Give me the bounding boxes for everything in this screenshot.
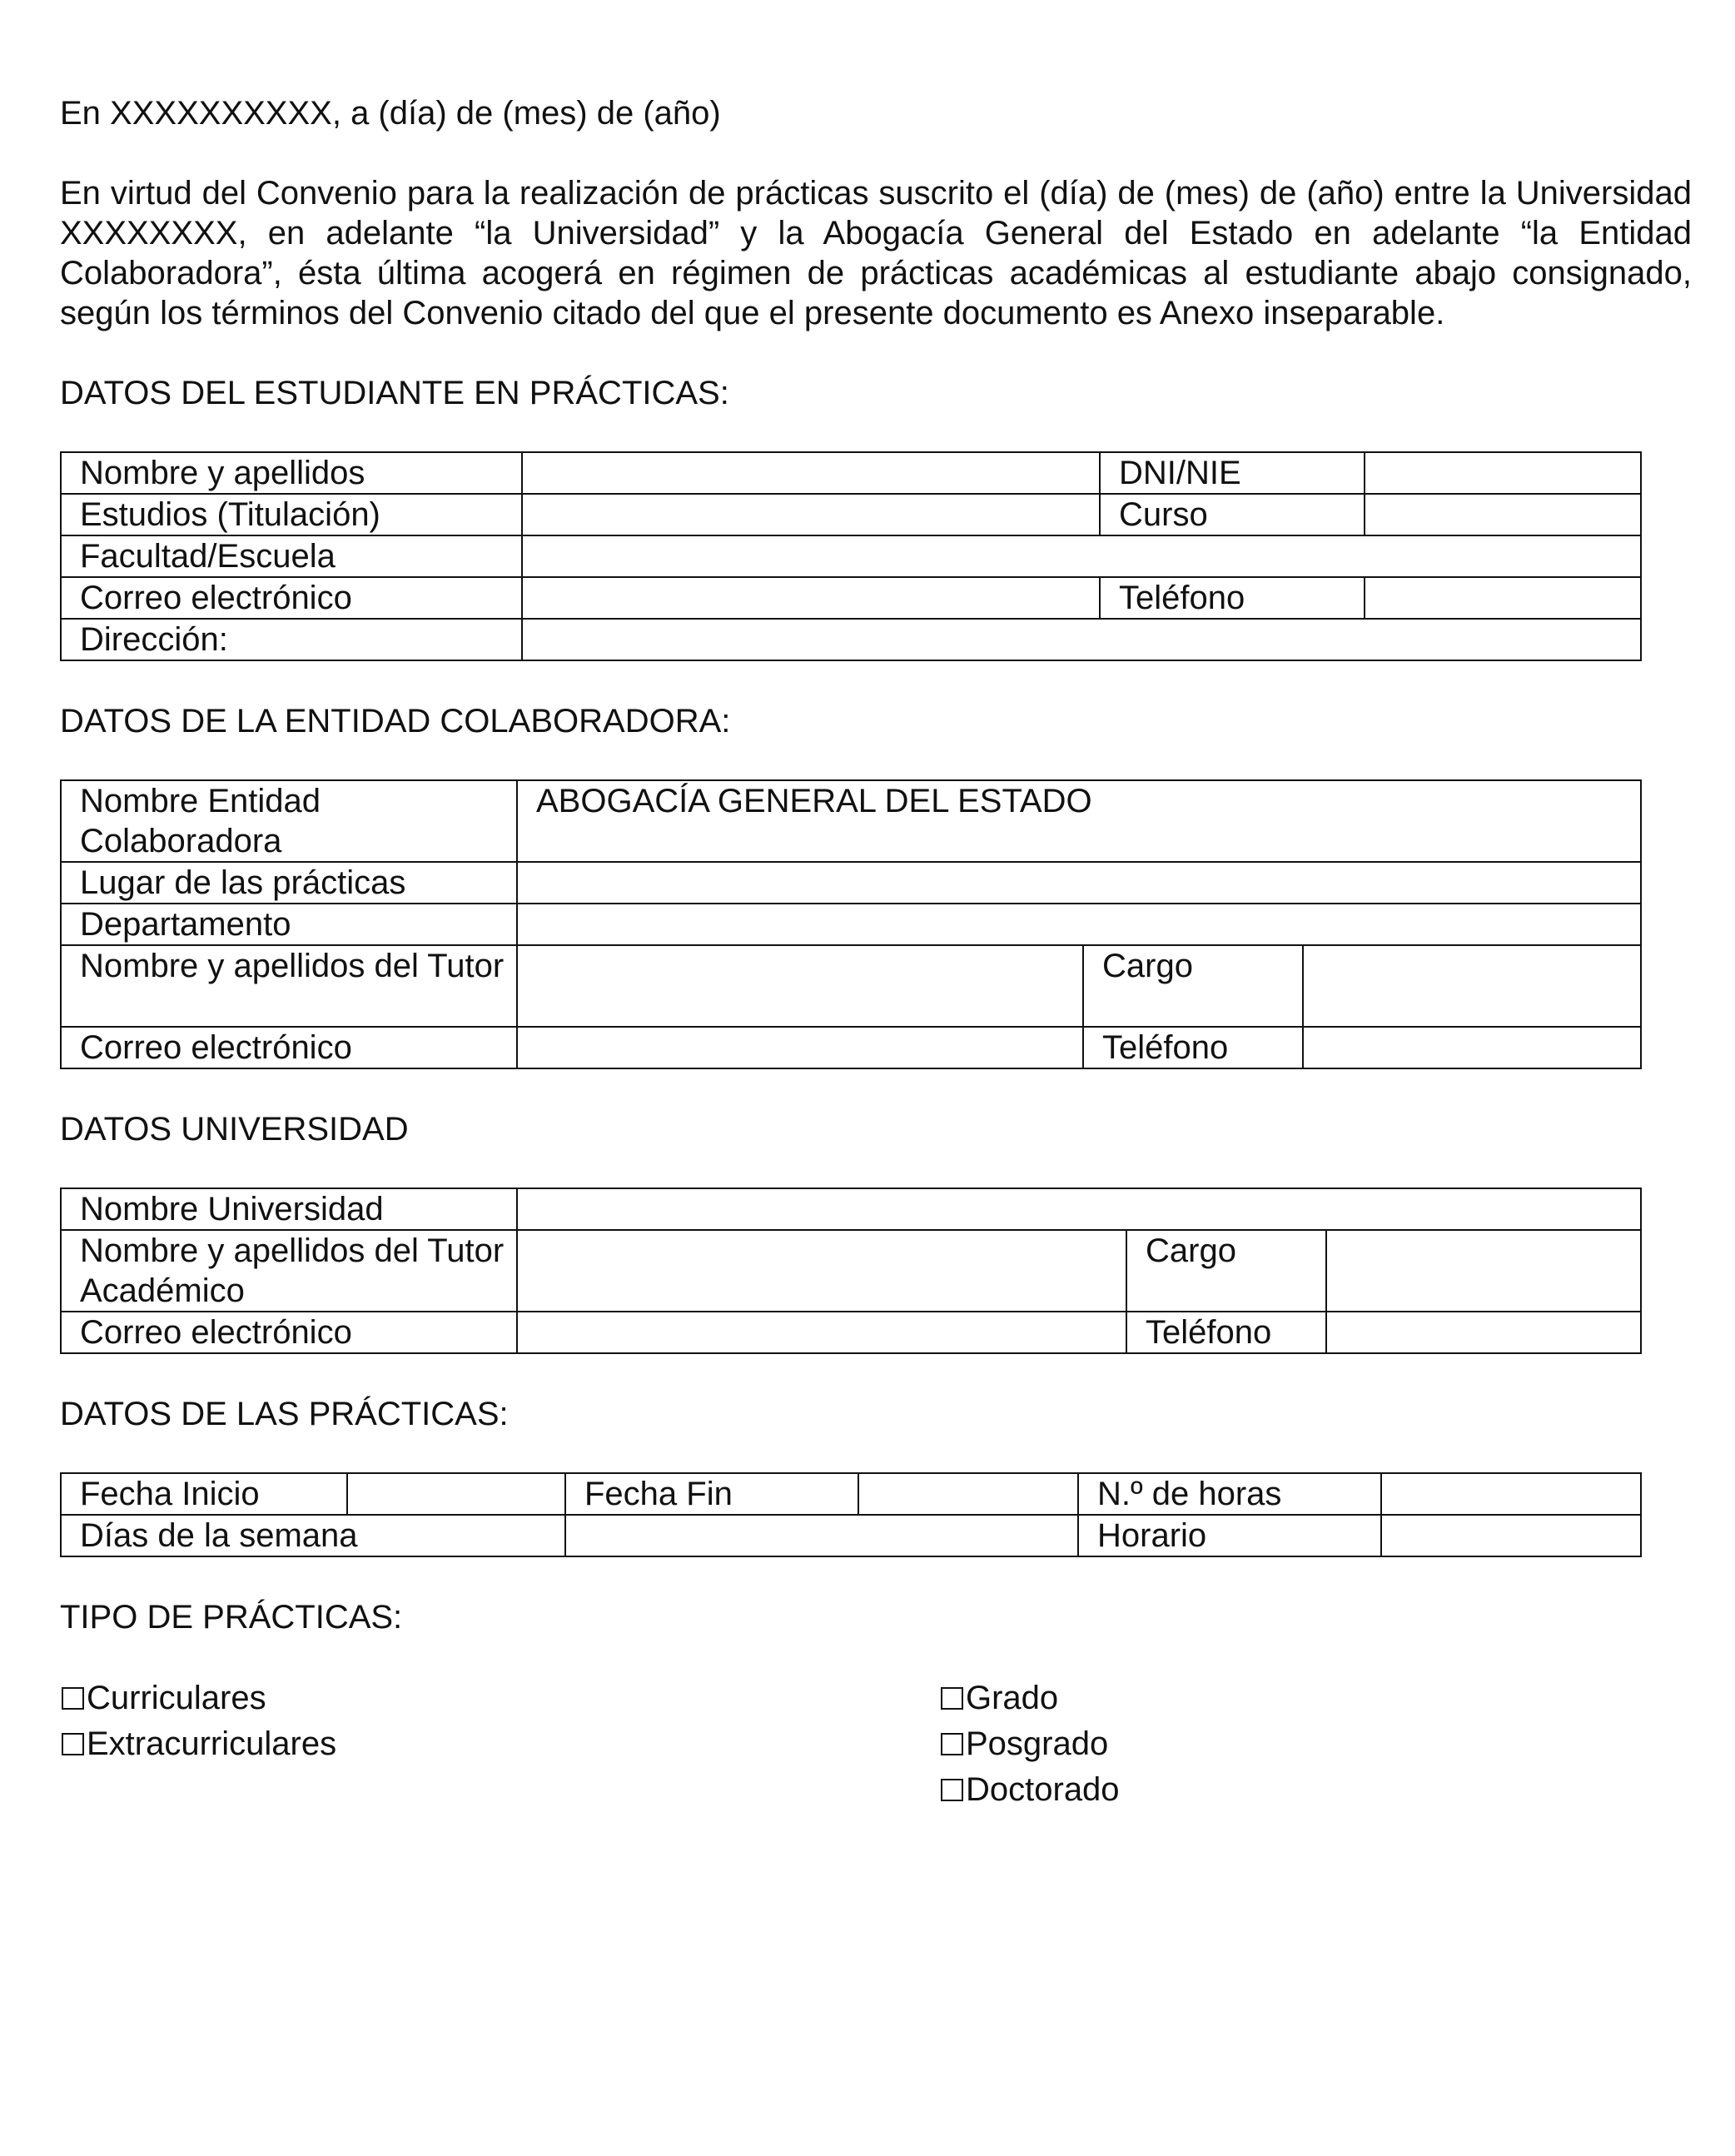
university-section-heading: DATOS UNIVERSIDAD bbox=[60, 1111, 409, 1148]
checkbox-grado[interactable] bbox=[939, 1676, 1120, 1721]
student-phone-field[interactable] bbox=[1365, 577, 1641, 619]
table-row bbox=[61, 577, 1641, 619]
university-phone-label: Teléfono bbox=[1126, 1312, 1326, 1353]
university-name-label: Nombre Universidad bbox=[61, 1188, 517, 1230]
checkbox-icon[interactable] bbox=[62, 1687, 84, 1710]
internship-hours-label: N.º de horas bbox=[1078, 1473, 1381, 1515]
student-data-table bbox=[60, 451, 1642, 661]
table-row bbox=[61, 494, 1641, 535]
student-email-field[interactable] bbox=[522, 577, 1100, 619]
entity-place-label: Lugar de las prácticas bbox=[61, 862, 517, 904]
entity-name-label: Nombre Entidad Colaboradora bbox=[61, 780, 517, 862]
entity-position-field[interactable] bbox=[1303, 945, 1641, 1027]
university-name-field[interactable] bbox=[517, 1188, 1641, 1230]
table-row bbox=[61, 1188, 1641, 1230]
checkbox-label: Doctorado bbox=[966, 1771, 1120, 1808]
student-dni-label: DNI/NIE bbox=[1100, 452, 1365, 494]
checkbox-icon[interactable] bbox=[941, 1779, 963, 1801]
internship-end-field[interactable] bbox=[858, 1473, 1078, 1515]
internship-schedule-label: Horario bbox=[1078, 1515, 1381, 1556]
type-section-heading: TIPO DE PRÁCTICAS: bbox=[60, 1599, 403, 1636]
student-studies-label: Estudios (Titulación) bbox=[61, 494, 522, 535]
student-name-field[interactable] bbox=[522, 452, 1100, 494]
student-dni-field[interactable] bbox=[1365, 452, 1641, 494]
checkbox-icon[interactable] bbox=[941, 1687, 963, 1710]
internship-data-table bbox=[60, 1472, 1642, 1557]
student-section-heading: DATOS DEL ESTUDIANTE EN PRÁCTICAS: bbox=[60, 375, 729, 411]
internship-hours-field[interactable] bbox=[1381, 1473, 1641, 1515]
university-tutor-field[interactable] bbox=[517, 1230, 1126, 1312]
entity-email-label: Correo electrónico bbox=[61, 1027, 517, 1068]
table-row bbox=[61, 452, 1641, 494]
checkbox-icon[interactable] bbox=[941, 1733, 963, 1755]
document-page bbox=[60, 93, 1692, 1817]
university-position-label: Cargo bbox=[1126, 1230, 1326, 1312]
entity-position-label: Cargo bbox=[1083, 945, 1303, 1027]
checkbox-doctorado[interactable] bbox=[939, 1767, 1120, 1813]
checkbox-label: Grado bbox=[966, 1680, 1059, 1716]
entity-tutor-field[interactable] bbox=[517, 945, 1083, 1027]
type-right-column bbox=[939, 1676, 1120, 1813]
checkbox-posgrado[interactable] bbox=[939, 1721, 1120, 1767]
student-address-field[interactable] bbox=[522, 619, 1641, 660]
entity-name-value: ABOGACÍA GENERAL DEL ESTADO bbox=[517, 780, 1641, 862]
checkbox-label: Posgrado bbox=[966, 1725, 1109, 1762]
student-address-label: Dirección: bbox=[61, 619, 522, 660]
internship-days-field[interactable] bbox=[565, 1515, 1078, 1556]
table-row bbox=[61, 535, 1641, 577]
university-email-label: Correo electrónico bbox=[61, 1312, 517, 1353]
intro-paragraph: En virtud del Convenio para la realización de prácticas suscrito el (día) de (mes) de (año) entre la Universidad XXXXXXXX, en adelante “la Universidad” y la Abogacía General del Estado en adelante “la Entidad Colaboradora”, ésta última acogerá en régimen de prácticas académicas al estudiante abajo consignado, según los términos del Convenio citado del que el presente documento es Anexo inseparable. bbox=[60, 175, 1692, 331]
internship-schedule-field[interactable] bbox=[1381, 1515, 1641, 1556]
checkbox-label: Curriculares bbox=[87, 1680, 266, 1716]
table-row bbox=[61, 1515, 1641, 1556]
entity-phone-label: Teléfono bbox=[1083, 1027, 1303, 1068]
table-row bbox=[61, 780, 1641, 862]
table-row bbox=[61, 1312, 1641, 1353]
entity-department-field[interactable] bbox=[517, 904, 1641, 945]
entity-tutor-label: Nombre y apellidos del Tutor bbox=[61, 945, 517, 1027]
entity-data-table bbox=[60, 779, 1642, 1069]
table-row bbox=[61, 619, 1641, 660]
student-phone-label: Teléfono bbox=[1100, 577, 1365, 619]
checkbox-label: Extracurriculares bbox=[87, 1725, 337, 1762]
university-phone-field[interactable] bbox=[1326, 1312, 1641, 1353]
table-row bbox=[61, 1230, 1641, 1312]
university-data-table bbox=[60, 1188, 1642, 1354]
table-row bbox=[61, 904, 1641, 945]
internship-section-heading: DATOS DE LAS PRÁCTICAS: bbox=[60, 1396, 509, 1432]
table-row bbox=[61, 1027, 1641, 1068]
student-name-label: Nombre y apellidos bbox=[61, 452, 522, 494]
internship-end-label: Fecha Fin bbox=[565, 1473, 858, 1515]
student-studies-field[interactable] bbox=[522, 494, 1100, 535]
entity-department-label: Departamento bbox=[61, 904, 517, 945]
entity-phone-field[interactable] bbox=[1303, 1027, 1641, 1068]
entity-email-field[interactable] bbox=[517, 1027, 1083, 1068]
table-row bbox=[61, 1473, 1641, 1515]
entity-place-field[interactable] bbox=[517, 862, 1641, 904]
internship-days-label: Días de la semana bbox=[61, 1515, 565, 1556]
type-checkboxes bbox=[60, 1676, 1642, 1817]
university-position-field[interactable] bbox=[1326, 1230, 1641, 1312]
checkbox-curriculares[interactable] bbox=[60, 1676, 336, 1721]
university-email-field[interactable] bbox=[517, 1312, 1126, 1353]
internship-start-label: Fecha Inicio bbox=[61, 1473, 347, 1515]
table-row bbox=[61, 945, 1641, 1027]
student-course-field[interactable] bbox=[1365, 494, 1641, 535]
entity-section-heading: DATOS DE LA ENTIDAD COLABORADORA: bbox=[60, 703, 731, 739]
checkbox-extracurriculares[interactable] bbox=[60, 1721, 336, 1767]
checkbox-icon[interactable] bbox=[62, 1733, 84, 1755]
internship-start-field[interactable] bbox=[347, 1473, 565, 1515]
student-course-label: Curso bbox=[1100, 494, 1365, 535]
university-tutor-label: Nombre y apellidos del Tutor Académico bbox=[61, 1230, 517, 1312]
table-row bbox=[61, 862, 1641, 904]
student-faculty-label: Facultad/Escuela bbox=[61, 535, 522, 577]
student-email-label: Correo electrónico bbox=[61, 577, 522, 619]
date-line: En XXXXXXXXXX, a (día) de (mes) de (año) bbox=[60, 95, 721, 132]
type-left-column bbox=[60, 1676, 336, 1767]
student-faculty-field[interactable] bbox=[522, 535, 1641, 577]
